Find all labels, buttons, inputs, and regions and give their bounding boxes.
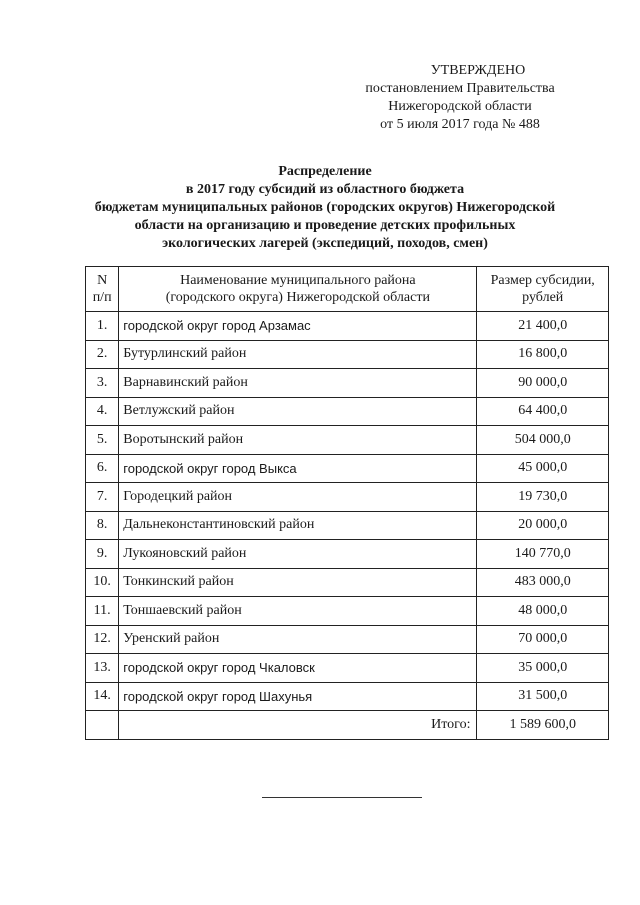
table-row (86, 426, 609, 455)
header-amount (477, 267, 609, 312)
approval-line-2: Нижегородской области (388, 99, 532, 114)
row-num: 5. (86, 426, 119, 455)
row-num: 10. (86, 568, 119, 597)
table-row (86, 625, 609, 654)
row-amount: 70 000,0 (477, 625, 609, 654)
row-amount: 48 000,0 (477, 597, 609, 626)
table-row (86, 568, 609, 597)
header-name-line-1: Наименование муниципального района (180, 273, 416, 288)
row-name: городской округ город Чкаловск (119, 654, 477, 683)
row-num: 14. (86, 682, 119, 711)
approval-line-1: постановлением Правительства (365, 81, 555, 96)
title-line-3: бюджетам муниципальных районов (городских округов) Нижегородской (94, 200, 556, 215)
row-num: 13. (86, 654, 119, 683)
row-num: 9. (86, 540, 119, 569)
row-amount: 16 800,0 (477, 340, 609, 369)
table-row (86, 597, 609, 626)
row-num: 12. (86, 625, 119, 654)
row-name: Ветлужский район (119, 397, 477, 426)
row-num: 2. (86, 340, 119, 369)
table-row (86, 454, 609, 483)
row-name: Варнавинский район (119, 369, 477, 398)
row-num: 7. (86, 483, 119, 512)
header-num-line-2: п/п (92, 290, 112, 305)
row-name: Бутурлинский район (119, 340, 477, 369)
row-amount: 20 000,0 (477, 511, 609, 540)
row-amount: 19 730,0 (477, 483, 609, 512)
table-header-row (86, 267, 609, 312)
approved-heading: УТВЕРЖДЕНО (430, 63, 526, 78)
total-label: Итого: (119, 711, 477, 740)
row-name: Дальнеконстантиновский район (119, 511, 477, 540)
row-num: 11. (86, 597, 119, 626)
row-amount: 31 500,0 (477, 682, 609, 711)
row-amount: 140 770,0 (477, 540, 609, 569)
row-num: 8. (86, 511, 119, 540)
row-name: Тоншаевский район (119, 597, 477, 626)
title-line-5: экологических лагерей (экспедиций, походов, смен) (162, 236, 488, 251)
row-name: городской округ город Шахунья (119, 682, 477, 711)
row-amount: 504 000,0 (477, 426, 609, 455)
table-row (86, 540, 609, 569)
row-num: 1. (86, 312, 119, 341)
table-row (86, 340, 609, 369)
document-title (70, 163, 580, 253)
table-row (86, 682, 609, 711)
header-name-line-2: (городского округа) Нижегородской области (165, 290, 430, 305)
table-row (86, 654, 609, 683)
title-line-2: в 2017 году субсидий из областного бюджета (185, 182, 465, 197)
row-name: городской округ город Выкса (119, 454, 477, 483)
row-name: Уренский район (119, 625, 477, 654)
row-num: 6. (86, 454, 119, 483)
row-amount: 64 400,0 (477, 397, 609, 426)
header-amount-line-2: рублей (522, 290, 564, 305)
header-amount-line-1: Размер субсидии, (490, 273, 595, 288)
header-num (86, 267, 119, 312)
table-row (86, 369, 609, 398)
table-row (86, 483, 609, 512)
row-name: Воротынский район (119, 426, 477, 455)
footer-divider (262, 797, 422, 798)
total-num-empty (86, 711, 119, 740)
row-name: Лукояновский район (119, 540, 477, 569)
row-name: городской округ город Арзамас (119, 312, 477, 341)
row-num: 3. (86, 369, 119, 398)
row-name: Городецкий район (119, 483, 477, 512)
row-amount: 483 000,0 (477, 568, 609, 597)
row-amount: 35 000,0 (477, 654, 609, 683)
table-row (86, 511, 609, 540)
total-row (86, 711, 609, 740)
row-num: 4. (86, 397, 119, 426)
row-name: Тонкинский район (119, 568, 477, 597)
row-amount: 21 400,0 (477, 312, 609, 341)
subsidy-table (85, 266, 609, 740)
total-amount: 1 589 600,0 (477, 711, 609, 740)
approval-stamp (360, 62, 560, 134)
header-name (119, 267, 477, 312)
title-line-1: Распределение (278, 164, 372, 179)
table-row (86, 312, 609, 341)
header-num-line-1: N (97, 273, 108, 288)
approval-line-3: от 5 июля 2017 года № 488 (380, 117, 540, 132)
row-amount: 45 000,0 (477, 454, 609, 483)
table-row (86, 397, 609, 426)
title-line-4: области на организацию и проведение детских профильных (134, 218, 516, 233)
row-amount: 90 000,0 (477, 369, 609, 398)
